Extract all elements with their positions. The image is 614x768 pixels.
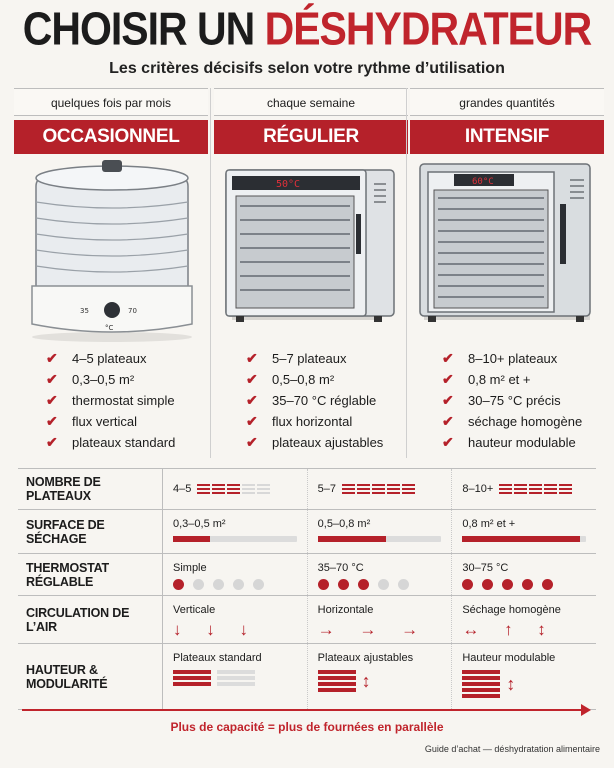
svg-text:50°C: 50°C bbox=[276, 179, 301, 190]
airflow-arrows-icon: → → → bbox=[317, 620, 429, 639]
tray-icon bbox=[387, 484, 400, 494]
temperature-dot bbox=[542, 579, 553, 590]
table-cell: Horizontale → → → bbox=[308, 596, 453, 643]
category-band: RÉGULIER bbox=[214, 120, 408, 154]
list-item: ✔ 35–70 °C réglable bbox=[246, 390, 408, 411]
tray-icon bbox=[544, 484, 557, 494]
table-row-thermostat bbox=[18, 554, 596, 596]
check-icon: ✔ bbox=[442, 434, 454, 450]
temperature-dot bbox=[398, 579, 409, 590]
table-cell: Hauteur modulable ↕ bbox=[452, 644, 596, 709]
tray-icon bbox=[372, 484, 385, 494]
temperature-dots bbox=[173, 579, 297, 590]
airflow-arrows-icon: ↓ ↓ ↓ bbox=[173, 620, 258, 639]
list-item: ✔ 8–10+ plateaux bbox=[442, 348, 604, 369]
row-label: HAUTEUR & MODULARITÉ bbox=[18, 644, 163, 709]
tray-icon bbox=[357, 484, 370, 494]
tray-stack-icon bbox=[318, 670, 442, 692]
tray-indicator bbox=[197, 484, 270, 494]
table-cell: 5–7 bbox=[308, 469, 453, 509]
table-cell: Plateaux ajustables ↕ bbox=[308, 644, 453, 709]
list-item: ✔ flux horizontal bbox=[246, 411, 408, 432]
svg-text:°C: °C bbox=[105, 324, 114, 332]
tray-stack-icon bbox=[462, 670, 586, 698]
check-icon: ✔ bbox=[246, 413, 258, 429]
tray-indicator bbox=[342, 484, 415, 494]
row-label: SURFACE DE SÉCHAGE bbox=[18, 510, 163, 553]
temperature-dot bbox=[318, 579, 329, 590]
frequency-label: grandes quantités bbox=[410, 88, 604, 116]
table-cell: Verticale ↓ ↓ ↓ bbox=[163, 596, 308, 643]
table-cell: 35–70 °C bbox=[308, 554, 453, 595]
title-main: CHOISIR UN bbox=[22, 3, 265, 55]
table-row-modularity bbox=[18, 644, 596, 710]
surface-bar bbox=[318, 536, 442, 542]
column-regulier bbox=[214, 88, 408, 453]
feature-list bbox=[246, 348, 408, 453]
tray-icon bbox=[559, 484, 572, 494]
check-icon: ✔ bbox=[442, 371, 454, 387]
list-item: ✔ 0,3–0,5 m² bbox=[46, 369, 208, 390]
tray-icon bbox=[242, 484, 255, 494]
table-cell: 0,5–0,8 m² bbox=[308, 510, 453, 553]
table-cell: Plateaux standard bbox=[163, 644, 308, 709]
list-item: ✔ 0,5–0,8 m² bbox=[246, 369, 408, 390]
title-accent: DÉSHYDRATEUR bbox=[264, 3, 592, 55]
table-row-surface bbox=[18, 510, 596, 554]
tray-indicator bbox=[499, 484, 572, 494]
list-item: ✔ 0,8 m² et + bbox=[442, 369, 604, 390]
list-item: ✔ thermostat simple bbox=[46, 390, 208, 411]
list-item: ✔ 4–5 plateaux bbox=[46, 348, 208, 369]
check-icon: ✔ bbox=[442, 350, 454, 366]
list-item: ✔ plateaux standard bbox=[46, 432, 208, 453]
svg-text:70: 70 bbox=[128, 307, 137, 315]
check-icon: ✔ bbox=[46, 434, 58, 450]
list-item: ✔ flux vertical bbox=[46, 411, 208, 432]
feature-list bbox=[442, 348, 604, 453]
list-item: ✔ séchage homogène bbox=[442, 411, 604, 432]
row-label: CIRCULATION DE L’AIR bbox=[18, 596, 163, 643]
tray-icon bbox=[499, 484, 512, 494]
check-icon: ✔ bbox=[442, 413, 454, 429]
tray-stack-icon bbox=[173, 670, 297, 686]
temperature-dot bbox=[522, 579, 533, 590]
check-icon: ✔ bbox=[46, 371, 58, 387]
surface-bar bbox=[173, 536, 297, 542]
check-icon: ✔ bbox=[46, 392, 58, 408]
temperature-dot bbox=[482, 579, 493, 590]
temperature-dot bbox=[213, 579, 224, 590]
list-item: ✔ 5–7 plateaux bbox=[246, 348, 408, 369]
page-subtitle: Les critères décisifs selon votre rythme d’utilisation bbox=[109, 60, 505, 77]
svg-text:60°C: 60°C bbox=[472, 177, 494, 187]
check-icon: ✔ bbox=[442, 392, 454, 408]
category-band: INTENSIF bbox=[410, 120, 604, 154]
resize-arrow-icon: ↕ bbox=[506, 673, 516, 694]
temperature-dot bbox=[233, 579, 244, 590]
comparison-table bbox=[18, 468, 596, 710]
list-item: ✔ plateaux ajustables bbox=[246, 432, 408, 453]
large-dehydrator-image bbox=[410, 154, 604, 344]
frequency-label: quelques fois par mois bbox=[14, 88, 208, 116]
check-icon: ✔ bbox=[246, 371, 258, 387]
table-cell: 0,8 m² et + bbox=[452, 510, 596, 553]
temperature-dots bbox=[462, 579, 586, 590]
check-icon: ✔ bbox=[246, 350, 258, 366]
category-band: OCCASIONNEL bbox=[14, 120, 208, 154]
temperature-dot bbox=[358, 579, 369, 590]
footer-note: Plus de capacité = plus de fournées en parallèle bbox=[170, 720, 444, 734]
temperature-dots bbox=[318, 579, 442, 590]
check-icon: ✔ bbox=[46, 413, 58, 429]
list-item: ✔ hauteur modulable bbox=[442, 432, 604, 453]
tray-icon bbox=[227, 484, 240, 494]
page-title bbox=[0, 3, 614, 56]
tray-icon bbox=[212, 484, 225, 494]
temperature-dot bbox=[193, 579, 204, 590]
temperature-dot bbox=[502, 579, 513, 590]
table-cell: 30–75 °C bbox=[452, 554, 596, 595]
tray-icon bbox=[402, 484, 415, 494]
temperature-dot bbox=[253, 579, 264, 590]
table-cell: 4–5 bbox=[163, 469, 308, 509]
temperature-dot bbox=[378, 579, 389, 590]
capacity-arrow-icon bbox=[22, 709, 587, 711]
resize-arrow-icon: ↕ bbox=[361, 670, 371, 691]
check-icon: ✔ bbox=[46, 350, 58, 366]
column-occasionnel bbox=[14, 88, 208, 453]
temperature-dot bbox=[462, 579, 473, 590]
frequency-label: chaque semaine bbox=[214, 88, 408, 116]
table-row-airflow bbox=[18, 596, 596, 644]
table-cell: 8–10+ bbox=[452, 469, 596, 509]
footer-credit: Guide d’achat — déshydratation alimentaire bbox=[424, 744, 600, 754]
tray-icon bbox=[257, 484, 270, 494]
round-dehydrator-image bbox=[14, 154, 208, 344]
tray-icon bbox=[197, 484, 210, 494]
list-item: ✔ 30–75 °C précis bbox=[442, 390, 604, 411]
tray-icon bbox=[342, 484, 355, 494]
surface-bar bbox=[462, 536, 586, 542]
table-cell: Séchage homogène ↔ ↑ ↕ bbox=[452, 596, 596, 643]
row-label: THERMOSTAT RÉGLABLE bbox=[18, 554, 163, 595]
svg-text:35: 35 bbox=[80, 307, 89, 315]
feature-list bbox=[46, 348, 208, 453]
column-intensif bbox=[410, 88, 604, 453]
table-cell: 0,3–0,5 m² bbox=[163, 510, 308, 553]
row-label: NOMBRE DE PLATEAUX bbox=[18, 469, 163, 509]
tray-icon bbox=[529, 484, 542, 494]
check-icon: ✔ bbox=[246, 392, 258, 408]
tray-icon bbox=[514, 484, 527, 494]
table-row-trays bbox=[18, 468, 596, 510]
table-cell: Simple bbox=[163, 554, 308, 595]
check-icon: ✔ bbox=[246, 434, 258, 450]
temperature-dot bbox=[173, 579, 184, 590]
airflow-arrows-icon: ↔ ↑ ↕ bbox=[462, 620, 556, 639]
cabinet-dehydrator-image bbox=[214, 154, 408, 344]
temperature-dot bbox=[338, 579, 349, 590]
